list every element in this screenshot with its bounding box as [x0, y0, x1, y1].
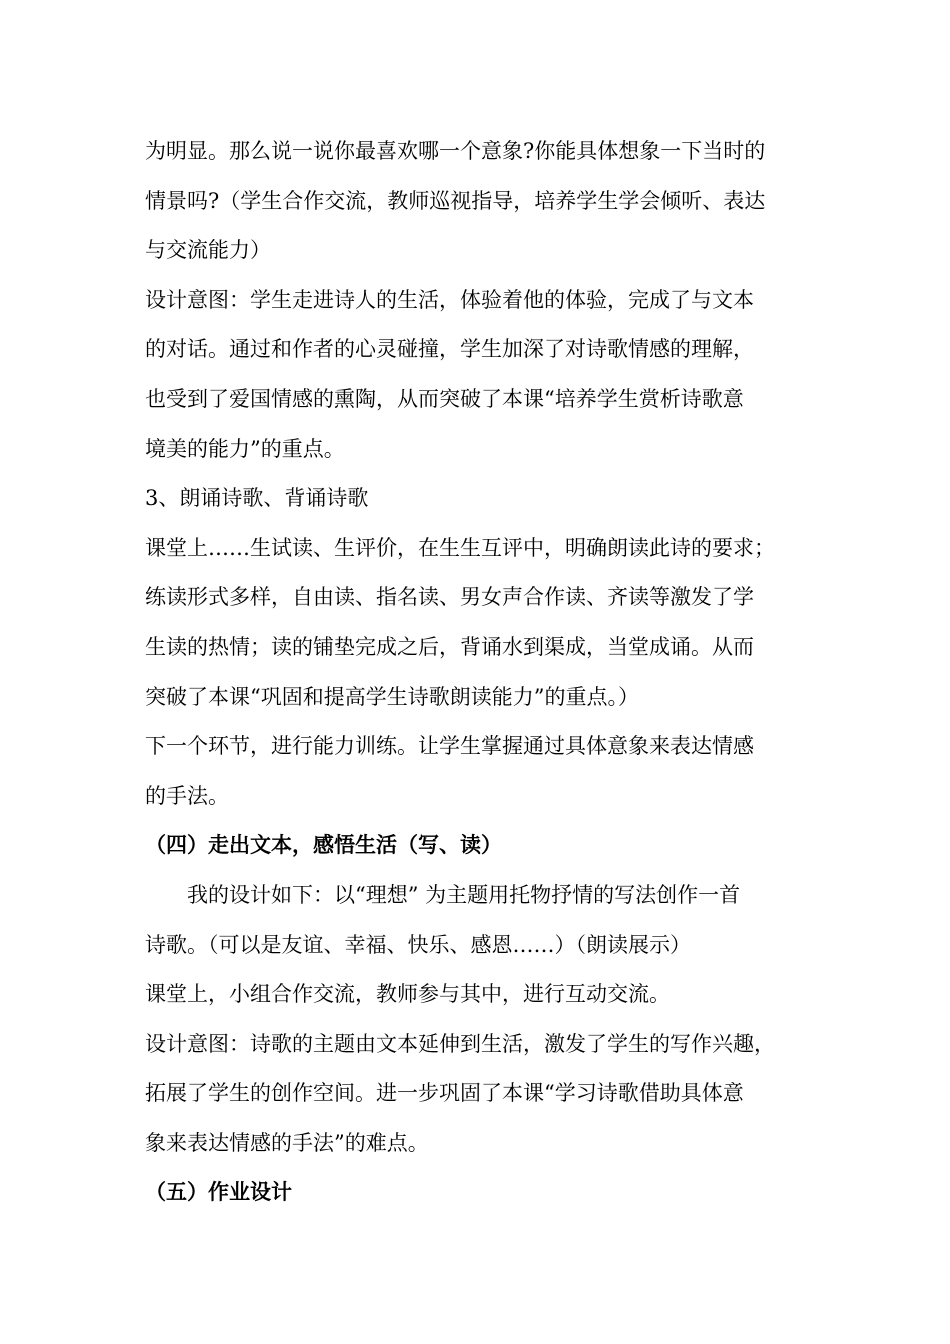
paragraph-line: 练读形式多样，自由读、指名读、男女声合作读、齐读等激发了学 [145, 585, 754, 610]
paragraph-line: 我的设计如下：以“理想” 为主题用托物抒情的写法创作一首 [187, 882, 741, 907]
paragraph-line: 的手法。 [145, 783, 229, 808]
paragraph-line: 也受到了爱国情感的熏陶，从而突破了本课“培养学生赏析诗歌意 [145, 386, 744, 411]
paragraph-line: 与交流能力） [145, 238, 271, 263]
paragraph-line: 拓展了学生的创作空间。进一步巩固了本课“学习诗歌借助具体意 [145, 1081, 744, 1106]
section-heading-four: （四）走出文本，感悟生活（写、读） [145, 833, 502, 858]
paragraph-line: 象来表达情感的手法”的难点。 [145, 1130, 429, 1155]
subheading: 3、朗诵诗歌、背诵诗歌 [145, 486, 369, 511]
paragraph-line: 课堂上……生试读、生评价，在生生互评中，明确朗读此诗的要求； [145, 535, 775, 560]
paragraph-line: 设计意图：学生走进诗人的生活，体验着他的体验，完成了与文本 [145, 287, 754, 312]
paragraph-line: 课堂上，小组合作交流，教师参与其中，进行互动交流。 [145, 982, 670, 1007]
paragraph-line: 境美的能力”的重点。 [145, 436, 345, 461]
paragraph-line: 生读的热情；读的铺垫完成之后，背诵水到渠成，当堂成诵。从而 [145, 634, 754, 659]
paragraph-line: 设计意图：诗歌的主题由文本延伸到生活，激发了学生的写作兴趣， [145, 1031, 775, 1056]
paragraph-line: 突破了本课“巩固和提高学生诗歌朗读能力”的重点。） [145, 684, 639, 709]
section-heading-five: （五）作业设计 [145, 1180, 292, 1205]
paragraph-line: 为明显。那么说一说你最喜欢哪一个意象?你能具体想象一下当时的 [145, 139, 766, 163]
paragraph-line: 诗歌。（可以是友谊、幸福、快乐、感恩……）（朗读展示） [145, 932, 691, 957]
paragraph-line: 情景吗?（学生合作交流，教师巡视指导，培养学生学会倾听、表达 [145, 188, 766, 213]
document-body [145, 127, 845, 1218]
paragraph-line: 的对话。通过和作者的心灵碰撞，学生加深了对诗歌情感的理解， [145, 337, 754, 362]
paragraph-line: 下一个环节，进行能力训练。让学生掌握通过具体意象来表达情感 [145, 734, 754, 759]
